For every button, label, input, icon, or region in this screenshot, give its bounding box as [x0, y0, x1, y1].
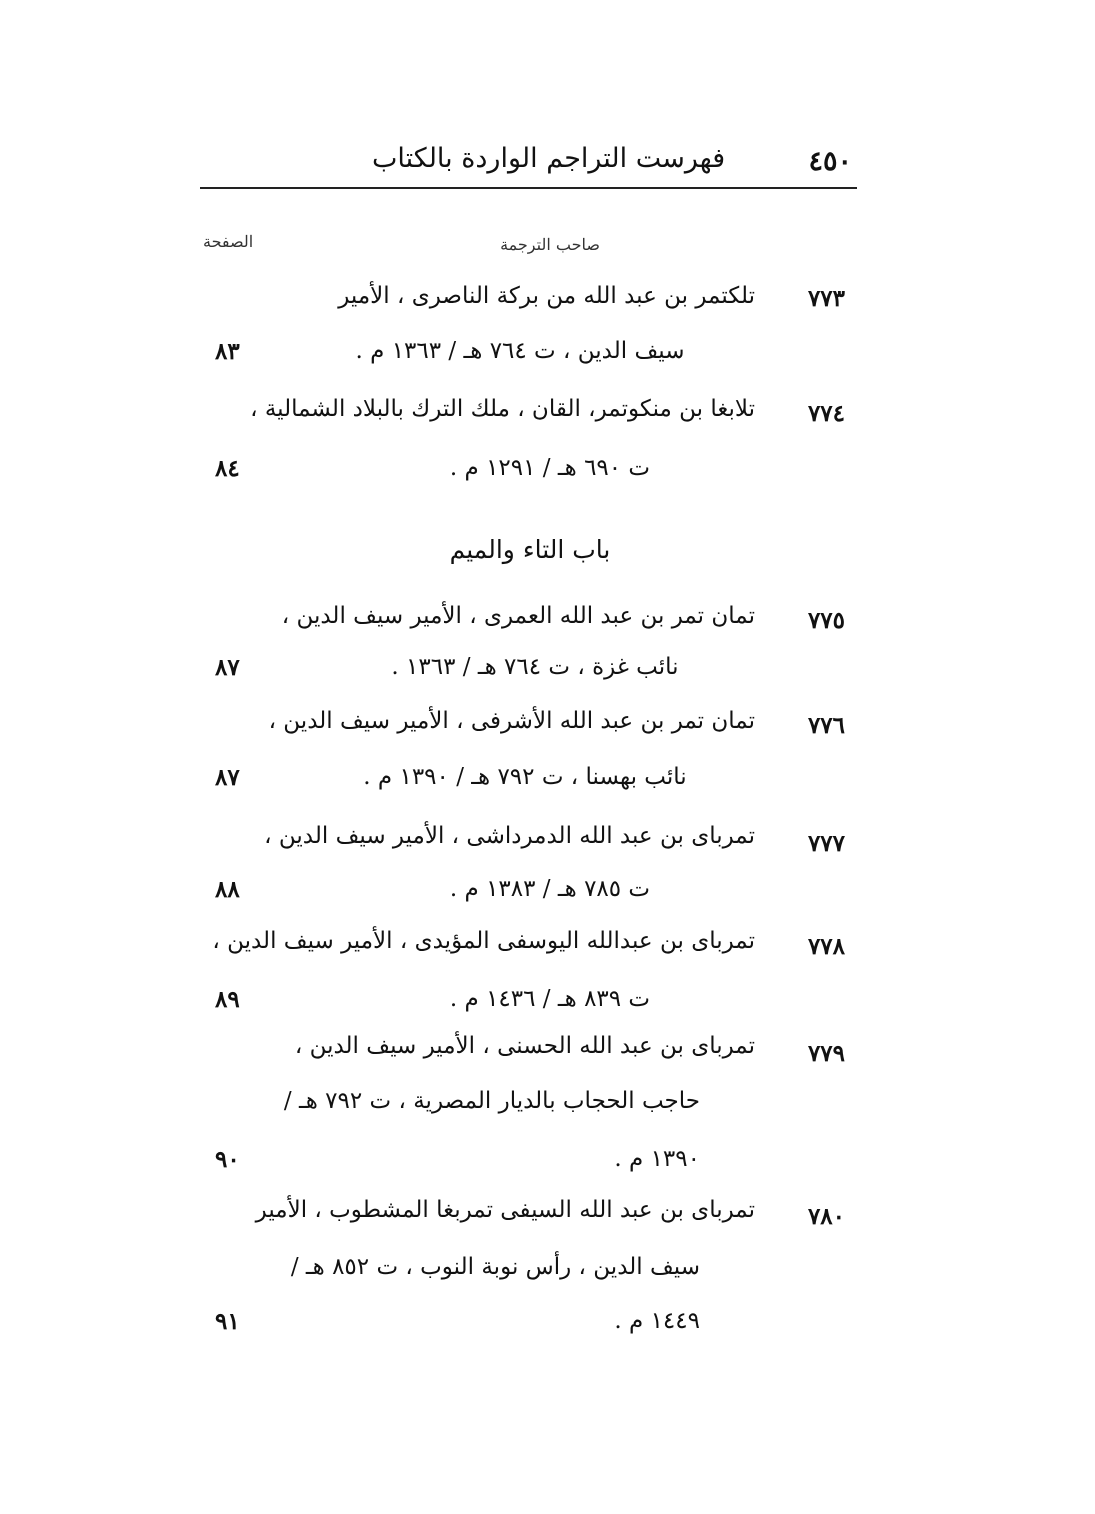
entry-text-line: تمرباى بن عبدالله اليوسفى المؤيدى ، الأمير سيف الدين ،	[212, 928, 755, 954]
column-heading-name: صاحب الترجمة	[500, 235, 600, 254]
entry-page-ref: ٨٧	[215, 654, 240, 681]
entry-text-line: سيف الدين ، رأس نوبة النوب ، ت ٨٥٢ هـ /	[290, 1254, 700, 1280]
entry-number: ٧٧٩	[807, 1040, 845, 1067]
entry-text-line: تمرباى بن عبد الله الحسنى ، الأمير سيف الدين ،	[294, 1033, 755, 1059]
entry-page-ref: ٩١	[215, 1308, 240, 1335]
entry-text-line: نائب بهسنا ، ت ٧٩٢ هـ / ١٣٩٠ م .	[363, 764, 687, 790]
entry-text-line: تلابغا بن منكوتمر، القان ، ملك الترك بالبلاد الشمالية ،	[250, 396, 755, 422]
header-rule	[200, 187, 857, 189]
entry-number: ٧٧٧	[807, 830, 845, 857]
entry-text-line: تمان تمر بن عبد الله العمرى ، الأمير سيف الدين ،	[281, 603, 755, 629]
entry-number: ٧٧٤	[807, 400, 845, 427]
entry-text-line: ت ٦٩٠ هـ / ١٢٩١ م .	[449, 455, 651, 481]
entry-text-line: ١٣٩٠ م .	[614, 1146, 700, 1172]
entry-text-line: تمان تمر بن عبد الله الأشرفى ، الأمير سيف الدين ،	[268, 708, 755, 734]
entry-number: ٧٧٥	[807, 607, 845, 634]
entry-text-line: ت ٨٣٩ هـ / ١٤٣٦ م .	[449, 986, 651, 1012]
entry-text-line: ١٤٤٩ م .	[614, 1308, 700, 1334]
section-heading: باب التاء والميم	[449, 535, 611, 564]
entry-page-ref: ٨٣	[215, 338, 240, 365]
entry-text-line: نائب غزة ، ت ٧٦٤ هـ / ١٣٦٣ .	[391, 654, 679, 680]
entry-text-line: تمرباى بن عبد الله الدمرداشى ، الأمير سيف الدين ،	[264, 823, 755, 849]
entry-text-line: سيف الدين ، ت ٧٦٤ هـ / ١٣٦٣ م .	[355, 338, 685, 364]
entry-page-ref: ٨٤	[215, 455, 240, 482]
entry-number: ٧٧٦	[807, 712, 845, 739]
column-heading-page: الصفحة	[203, 232, 254, 251]
page-number: ٤٥٠	[808, 146, 852, 177]
entry-page-ref: ٨٧	[215, 764, 240, 791]
entry-number: ٧٧٨	[807, 933, 845, 960]
entry-page-ref: ٩٠	[215, 1146, 240, 1173]
entry-number: ٧٨٠	[807, 1203, 845, 1230]
entry-text-line: تلكتمر بن عبد الله من بركة الناصرى ، الأمير	[338, 283, 755, 309]
page-title: فهرست التراجم الواردة بالكتاب	[372, 143, 726, 174]
entry-text-line: حاجب الحجاب بالديار المصرية ، ت ٧٩٢ هـ /	[283, 1088, 700, 1114]
entry-text-line: ت ٧٨٥ هـ / ١٣٨٣ م .	[449, 876, 651, 902]
entry-page-ref: ٨٩	[215, 986, 240, 1013]
entry-text-line: تمرباى بن عبد الله السيفى تمربغا المشطوب ، الأمير	[255, 1197, 755, 1223]
entry-page-ref: ٨٨	[215, 876, 240, 903]
entry-number: ٧٧٣	[807, 285, 845, 312]
